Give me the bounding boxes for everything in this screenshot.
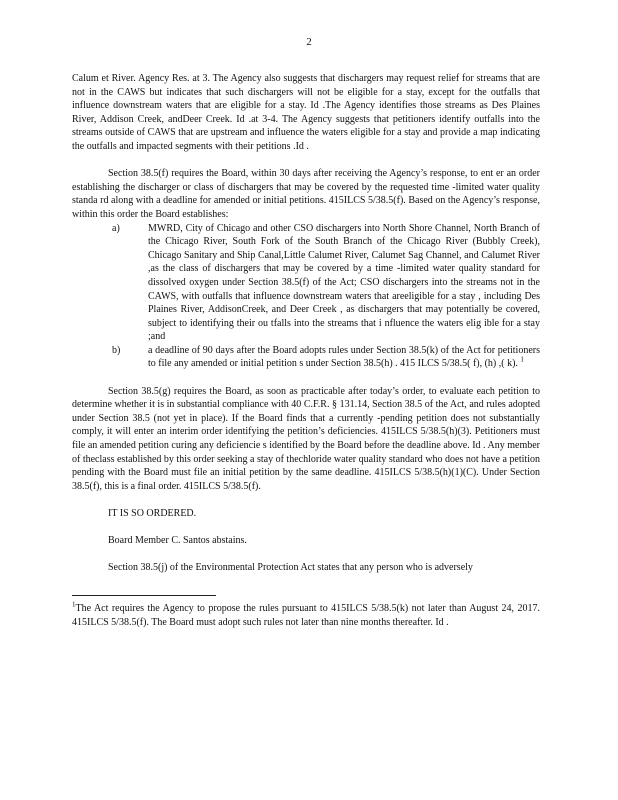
list-item-label: a) [112,222,120,234]
list-item-text: MWRD, City of Chicago and other CSO dischargers into North Shore Channel, North Branch of the Chicago River, South Fork of the South Branch of the Chicago River (Bubbly Creek), Chicago Sanitary and Ship Canal,Little Calumet River, Calumet Sag Channel, and Calumet River ,as the class of dischargers that may be covered by a time -limited water quality standard for dissolved oxygen under Section 38.5(f) of the Act; CSO dischargers into the streams not in the CAWS, with outfalls that influence downstream waters that areeligible for a stay , including Des Plaines River, AddisonCreek, and Deer Creek , as dischargers that may potentially be covered, subject to identifying their ou tfalls into the streams that i nfluence the waters elig ible for a stay ;and [148,222,540,343]
paragraph-agency-streams: Calum et River. Agency Res. at 3. The Agency also suggests that dischargers may request relief for streams that are not in the CAWS but indicates that such dischargers will not be eligible for a stay, except for the outfalls that influence downstream waters that are eligible for a stay. Id .The Agency identifies those streams as Des Plaines River, Addison Creek, andDeer Creek. Id .at 3-4. The Agency suggests that petitioners identify outfalls into the streams outside of CAWS that are upstream and influence the waters eligible for a stay and provide a map indicating the outfalls and impacted segments with their petitions .Id . [72,73,540,152]
list-item-text [148,344,540,371]
footnote-reference: 1 [520,356,524,365]
document-body [72,72,540,629]
list-item-body: a deadline of 90 days after the Board adopts rules under Section 38.5(k) of the Act for petitioners to file any amended or initial petition s under Section 38.5(h) . 415 ILCS 5/38.5( f), (h) ,( k). [148,344,540,370]
paragraph-section-38-5g: Section 38.5(g) requires the Board, as soon as practicable after today’s order, to evaluate each petition to determine whether it is in substantial compliance with 40 C.F.R. § 131.14, Section 38.5 of the Act, and rules adopted under Section 38.5 (not yet in place). If the Board finds that a currently -pending petition does not substantially comply, it will enter an interim order identifying the petition’s deficiencies. 415ILCS 5/38.5(h)(3). Petitioners must file an amended petition curing any deficiencie s identified by the Board before the deadline above. Id . Any member of theclass established by this order seeking a stay of thechloride water quality standard who does not have a petition pending with the Board must file an initial petition by the same deadline. 415ILCS 5/38.5(h)(1)(C). Under Section 38.5(f), this is a final order. 415ILCS 5/38.5(f). [72,385,540,492]
footnote-marker: 1 [72,600,76,609]
paragraph-section-38-5j: Section 38.5(j) of the Environmental Protection Act states that any person who is adversely [108,562,473,574]
footnote-text: The Act requires the Agency to propose the rules pursuant to 415ILCS 5/38.5(k) not later than August 24, 2017. 415ILCS 5/38.5(f). The Board must adopt such rules not later than nine months thereafter. Id . [72,602,540,628]
footnote [72,602,540,629]
list-item [108,344,540,371]
establishment-list [72,222,540,372]
list-item-label: b) [112,344,121,356]
paragraph-section-38-5f: Section 38.5(f) requires the Board, within 30 days after receiving the Agency’s response, to ent er an order establishing the discharger or class of dischargers that may be covered by the requested time -limited water quality standa rd along with a deadline for amended or initial petitions. 415ILCS 5/38.5(f). Based on the Agency’s response, within this order the Board establishes: [72,168,540,220]
page-number: 2 [306,36,312,48]
abstention-statement: Board Member C. Santos abstains. [108,535,247,547]
order-statement: IT IS SO ORDERED. [108,508,197,519]
footnote-divider [72,595,216,596]
list-item [108,222,540,344]
